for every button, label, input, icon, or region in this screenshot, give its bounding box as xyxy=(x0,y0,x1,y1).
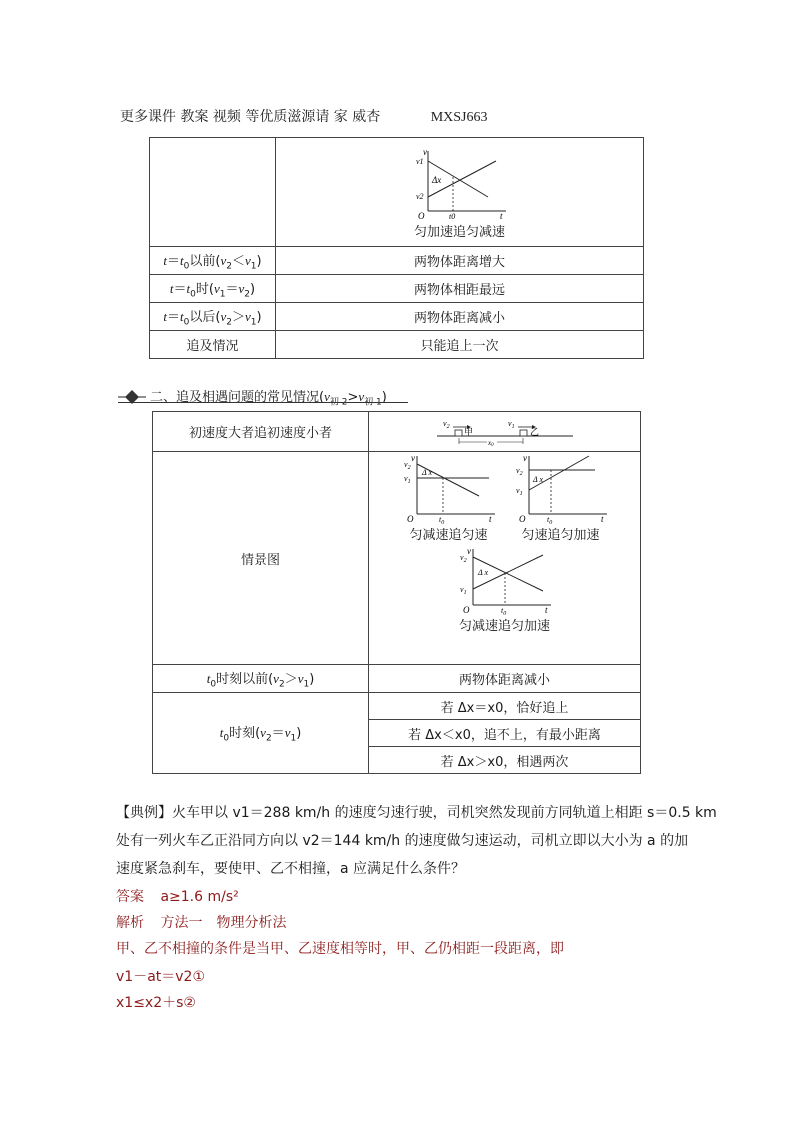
head-label: 初速度大者追初速度小者 xyxy=(153,412,369,452)
answer-line xyxy=(116,886,239,906)
row-catchup-label: 追及情况 xyxy=(150,331,276,359)
svg-text:t: t xyxy=(600,514,604,524)
cars-diagram-cell xyxy=(369,412,641,452)
answer-label: 答案 xyxy=(116,889,144,905)
header-line xyxy=(120,106,488,126)
svg-text:v2: $v_2$ xyxy=(459,553,467,564)
row-at-value: 两物体相距最远 xyxy=(276,275,644,303)
row-t0-before-label: $t_0$时刻以前$(v_2>v_1)$ xyxy=(153,665,369,693)
svg-text:O: O xyxy=(462,605,469,615)
caption-decel-accel: 匀减速追匀加速 xyxy=(458,619,550,634)
row-before-value: 两物体距离增大 xyxy=(276,247,644,275)
car-jia-icon xyxy=(455,430,462,436)
case-equal: 若 Δx＝x0，恰好追上 xyxy=(369,693,641,720)
svg-text:O: O xyxy=(406,514,413,524)
svg-text:v1: $v_1$ xyxy=(459,585,467,596)
svg-text:t0: $t_0$ xyxy=(546,515,552,526)
svg-text:v: v xyxy=(466,546,471,556)
row-at-label: $t=t_0$时$(v_1=v_2)$ xyxy=(150,275,276,303)
example-line-3: 速度紧急刹车，要使甲、乙不相撞，a 应满足什么条件？ xyxy=(116,861,466,877)
equation-1: v1－at＝v2① xyxy=(116,969,206,985)
answer-value: a≥1.6 m/s² xyxy=(160,889,239,905)
svg-text:Δ x: Δ x xyxy=(477,568,488,577)
graph-decel-vs-accel xyxy=(455,546,555,617)
svg-text:v2: $v_2$ xyxy=(442,418,450,430)
v2-label: v2 xyxy=(415,192,424,201)
equation-2: x1≤x2＋s② xyxy=(116,995,196,1011)
distance-label: x0 xyxy=(487,438,494,448)
graph-accel-vs-decel xyxy=(410,147,510,219)
svg-text:v2: $v_2$ xyxy=(403,460,411,471)
svg-text:Δ x: Δ x xyxy=(532,475,543,484)
table1-graph-cell xyxy=(276,138,644,247)
table1-empty-cell xyxy=(150,138,276,247)
scene-graphs-cell xyxy=(369,452,641,665)
case-less: 若 Δx＜x0，追不上，有最小距离 xyxy=(369,720,641,747)
svg-text:v: v xyxy=(522,453,527,463)
origin-label: O xyxy=(417,211,424,221)
row-after-value: 两物体距离减小 xyxy=(276,303,644,331)
example-line-1: 【典例】火车甲以 v1＝288 km/h 的速度匀速行驶，司机突然发现前方同轨道上相距 s＝0.5 km xyxy=(116,805,717,821)
section-2-title: 二、追及相遇问题的常见情况$(v_{初 2}>v_{初 1})$ xyxy=(118,386,387,408)
t0-label: t0 xyxy=(448,212,455,221)
svg-text:v: v xyxy=(410,453,415,463)
header-code: MXSJ663 xyxy=(430,110,488,125)
car-jia-label: 甲 xyxy=(463,426,473,437)
header-text: 更多课件 教案 视频 等优质滋源请 家 威杏 xyxy=(120,109,381,125)
svg-text:v1: $v_1$ xyxy=(403,474,411,485)
axis-v-label: v xyxy=(422,147,427,157)
axis-t-label: t xyxy=(499,211,503,221)
row-t0-before-value: 两物体距离减小 xyxy=(369,665,641,693)
graph-uniform-vs-accel xyxy=(511,453,611,526)
row-after-label: $t=t_0$以后$(v_2>v_1)$ xyxy=(150,303,276,331)
car-yi-label: 乙 xyxy=(529,426,539,437)
svg-text:t: t xyxy=(544,605,548,615)
svg-text:v1: $v_1$ xyxy=(515,486,523,497)
example-line-2: 处有一列火车乙正沿同方向以 v2＝144 km/h 的速度做匀速运动，司机立即以大小为 a 的加 xyxy=(116,833,689,849)
svg-text:O: O xyxy=(518,514,525,524)
row-t0-at-label: $t_0$时刻$(v_2=v_1)$ xyxy=(153,693,369,774)
v1-label: v1 xyxy=(415,157,424,166)
svg-text:v2: $v_2$ xyxy=(515,466,523,477)
caption-decel-uniform: 匀减速追匀速 xyxy=(409,528,488,543)
svg-text:Δ x: Δ x xyxy=(421,468,432,477)
svg-text:v1: $v_1$ xyxy=(507,418,515,430)
caption-uniform-accel: 匀速追匀加速 xyxy=(521,528,600,543)
graph-caption: 匀加速追匀减速 xyxy=(413,225,505,240)
car-yi-icon xyxy=(520,430,527,436)
case-greater: 若 Δx＞x0，相遇两次 xyxy=(369,747,641,774)
scene-label: 情景图 xyxy=(153,452,369,665)
graph-decel-vs-uniform xyxy=(399,453,499,526)
row-before-label: $t=t_0$以前$(v_2<v_1)$ xyxy=(150,247,276,275)
analysis-label: 解析 xyxy=(116,915,144,931)
table-1 xyxy=(149,137,644,359)
analysis-line xyxy=(116,912,286,932)
section-2-underline xyxy=(118,402,408,403)
svg-text:t0: $t_0$ xyxy=(438,515,444,526)
row-catchup-value: 只能追上一次 xyxy=(276,331,644,359)
cars-diagram xyxy=(435,417,575,447)
condition-line: 甲、乙不相撞的条件是当甲、乙速度相等时，甲、乙仍相距一段距离，即 xyxy=(116,941,564,957)
svg-text:t0: $t_0$ xyxy=(500,606,506,617)
table-2 xyxy=(152,411,641,774)
svg-text:t: t xyxy=(488,514,492,524)
method-label: 方法一 物理分析法 xyxy=(160,915,287,931)
dx-label: Δx xyxy=(431,175,441,185)
